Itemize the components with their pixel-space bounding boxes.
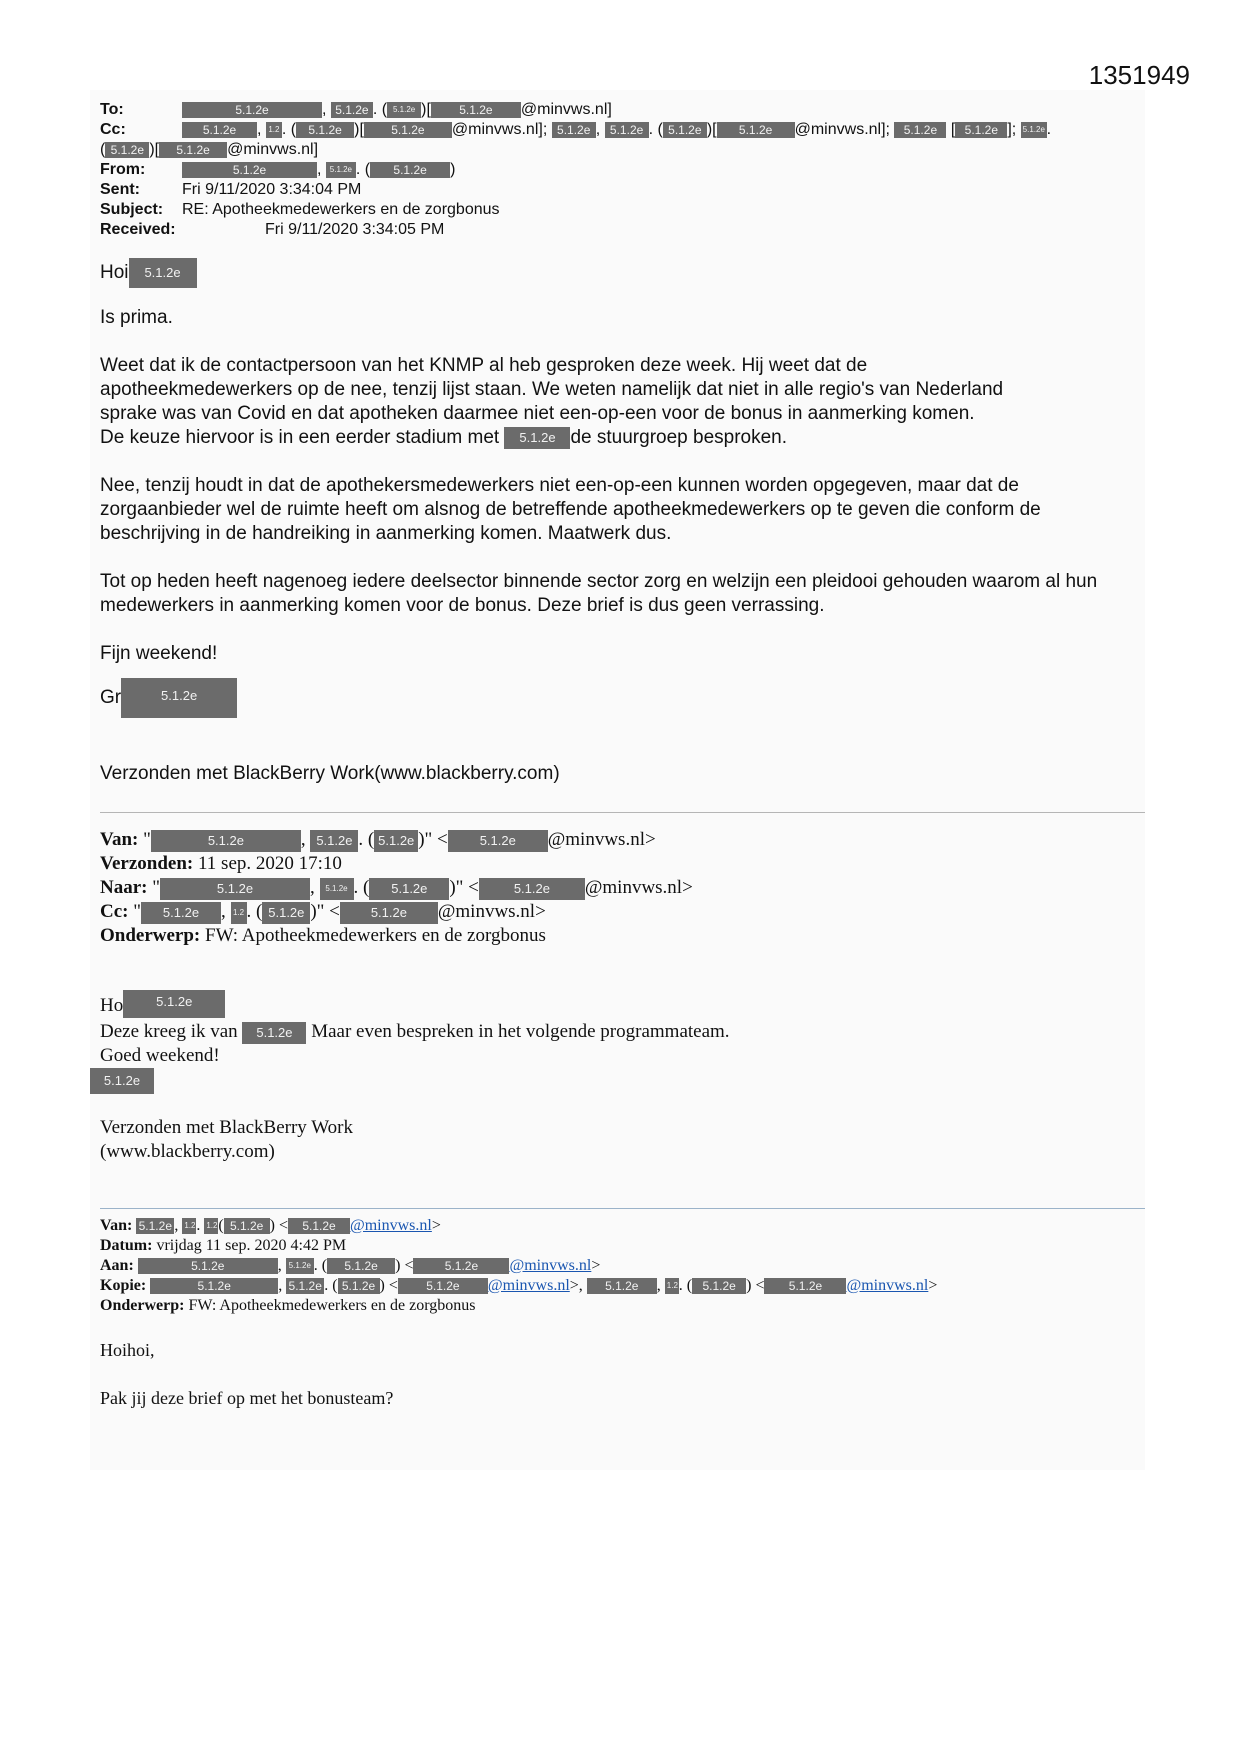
redaction: 1.2 — [665, 1278, 679, 1294]
naar-label: Naar: — [100, 877, 148, 898]
redaction: 5.1.2e — [296, 122, 354, 138]
email-link[interactable]: @minvws.nl — [846, 1277, 929, 1294]
redaction: 5.1.2e — [90, 1068, 154, 1094]
body-line-2b: Goed weekend! — [100, 1045, 220, 1066]
received-value: Fri 9/11/2020 3:34:05 PM — [265, 221, 445, 238]
cc-row-2: Cc: " 5.1.2e , 1.2 . ( 5.1.2e )" < 5.1.2e @minvws.nl> — [100, 901, 546, 922]
email-domain: @minvws.nl — [584, 877, 683, 898]
redaction: 5.1.2e — [160, 878, 310, 900]
paragraph-4: Tot op heden heeft nagenoeg iedere deelsector binnende sector zorg en welzijn een pleidooi gehouden waarom al hun medewerkers in aanmerking komen voor de bonus. Deze brief is dus geen verrassing. — [100, 571, 1098, 616]
redaction: 5.1.2e — [320, 878, 354, 900]
kopie-label: Kopie: — [100, 1277, 147, 1294]
redaction: 5.1.2e — [764, 1278, 846, 1294]
from-label: From: — [100, 161, 146, 178]
redaction: 5.1.2e — [310, 830, 358, 852]
redaction: 5.1.2e — [121, 678, 237, 718]
redaction: 1.2 — [266, 122, 282, 138]
body-line-3: Pak jij deze brief op met het bonusteam? — [100, 1388, 394, 1408]
datum-label: Datum: — [100, 1237, 153, 1254]
footer: Verzonden met BlackBerry Work(www.blackberry.com) — [100, 763, 560, 784]
onderwerp-value: FW: Apotheekmedewerkers en de zorgbonus — [188, 1297, 476, 1314]
email-domain: @minvws.nl — [451, 121, 539, 138]
redaction: 5.1.2e — [374, 830, 418, 852]
redaction: 5.1.2e — [1021, 122, 1047, 138]
redaction: 1.2 — [204, 1218, 218, 1234]
redaction: 5.1.2e — [262, 902, 310, 924]
sign-off: Gr — [100, 687, 122, 709]
document-id: 1351949 — [1088, 60, 1190, 90]
email-domain: @minvws.nl — [794, 121, 882, 138]
redaction: 1.2 — [231, 902, 247, 924]
cc-row-continued: ( 5.1.2e )[ 5.1.2e @minvws.nl] — [100, 141, 319, 158]
cc-row: Cc: 5.1.2e , 1.2 . ( 5.1.2e )[ 5.1.2e @minvws.nl]; 5.1.2e , 5.1.2e . ( 5.1.2e )[ 5.1.2e @minvws.nl]; 5.1.2e [ 5.1.2e ]; 5.1.2e . — [100, 121, 1052, 138]
redaction: 5.1.2e — [224, 1218, 270, 1234]
signature-redaction — [90, 1068, 154, 1094]
sent-label: Sent: — [100, 181, 140, 198]
separator — [100, 1208, 1145, 1209]
redaction: 5.1.2e — [692, 1278, 746, 1294]
kopie-row: Kopie: 5.1.2e , 5.1.2e . ( 5.1.2e ) < 5.1.2e @minvws.nl>, 5.1.2e , 1.2. ( 5.1.2e ) < 5.1.2e @minvws.nl> — [100, 1277, 938, 1294]
redaction: 5.1.2e — [288, 1218, 350, 1234]
footer-2-line2: (www.blackberry.com) — [100, 1141, 275, 1162]
signature-line — [100, 678, 1140, 718]
redaction: 5.1.2e — [150, 1278, 278, 1294]
email-domain: @minvws.nl — [227, 141, 314, 158]
redaction: 5.1.2e — [448, 830, 548, 852]
paragraph-2 — [100, 354, 1140, 450]
paragraph-5: Fijn weekend! — [100, 643, 218, 664]
redaction: 5.1.2e — [504, 427, 570, 449]
redaction: 5.1.2e — [479, 878, 585, 900]
redaction: 5.1.2e — [159, 142, 227, 158]
body-line-2 — [100, 1020, 730, 1044]
redaction: 5.1.2e — [955, 122, 1007, 138]
greeting-3: Hoihoi, — [100, 1340, 155, 1360]
body-text: Maar even bespreken in het volgende programmateam. — [311, 1021, 730, 1042]
email-domain: @minvws.nl — [437, 901, 536, 922]
sent-row — [100, 180, 361, 200]
onderwerp-row-3 — [100, 1296, 475, 1316]
redaction: 5.1.2e — [431, 102, 521, 118]
redaction: 5.1.2e — [123, 990, 225, 1018]
redaction: 5.1.2e — [605, 122, 649, 138]
redaction: 5.1.2e — [717, 122, 795, 138]
footer-2-line1: Verzonden met BlackBerry Work — [100, 1117, 353, 1138]
verzonden-value: 11 sep. 2020 17:10 — [198, 853, 342, 874]
onderwerp-label: Onderwerp: — [100, 1297, 185, 1314]
redaction: 5.1.2e — [387, 102, 421, 118]
redaction: 5.1.2e — [894, 122, 946, 138]
separator — [100, 812, 1145, 813]
redaction: 5.1.2e — [182, 122, 257, 138]
onderwerp-row — [100, 924, 546, 948]
paragraph-2-line: sprake was van Covid en dat apotheken daarmee niet een-op-een voor de bonus in aanmerking komen. — [100, 403, 975, 424]
greeting: Ho — [100, 995, 124, 1016]
email-link[interactable]: @minvws.nl — [509, 1257, 592, 1274]
to-row: To: 5.1.2e , 5.1.2e . ( 5.1.2e )[ 5.1.2e @minvws.nl] — [100, 101, 612, 118]
greeting-line — [100, 258, 1140, 288]
received-label: Received: — [100, 221, 176, 238]
subject-label: Subject: — [100, 201, 164, 218]
from-row: From: 5.1.2e , 5.1.2e . ( 5.1.2e ) — [100, 161, 456, 178]
subject-value: RE: Apotheekmedewerkers en de zorgbonus — [182, 201, 500, 218]
paragraph-2-line — [100, 426, 1140, 450]
cc-label: Cc: — [100, 121, 126, 138]
redaction: 5.1.2e — [369, 878, 449, 900]
subject-row — [100, 200, 500, 220]
redaction: 5.1.2e — [286, 1278, 324, 1294]
greeting: Hoi — [100, 262, 129, 284]
paragraph-2-line: Weet dat ik de contactpersoon van het KNMP al heb gesproken deze week. Hij weet dat de — [100, 355, 868, 376]
paragraph-2-line: apotheekmedewerkers op de nee, tenzij lijst staan. We weten namelijk dat niet in alle regio's van Nederland — [100, 379, 1004, 400]
aan-row: Aan: 5.1.2e , 5.1.2e . ( 5.1.2e ) < 5.1.2e @minvws.nl> — [100, 1257, 601, 1274]
redaction: 5.1.2e — [663, 122, 707, 138]
redaction: 5.1.2e — [129, 258, 197, 288]
redaction: 5.1.2e — [182, 162, 317, 178]
body-text: Deze kreeg ik van — [100, 1021, 238, 1042]
redaction: 5.1.2e — [413, 1258, 509, 1274]
redaction: 5.1.2e — [182, 102, 322, 118]
redaction: 5.1.2e — [331, 102, 373, 118]
van-label: Van: — [100, 1217, 133, 1234]
aan-label: Aan: — [100, 1257, 134, 1274]
email-domain: @minvws.nl — [520, 101, 608, 118]
email-domain: @minvws.nl — [547, 829, 645, 850]
redaction: 5.1.2e — [151, 830, 301, 852]
datum-value: vrijdag 11 sep. 2020 4:42 PM — [156, 1237, 347, 1254]
onderwerp-value: FW: Apotheekmedewerkers en de zorgbonus — [205, 925, 546, 946]
onderwerp-label: Onderwerp: — [100, 925, 201, 946]
van-row-3: Van: 5.1.2e , 1.2. 1.2( 5.1.2e ) < 5.1.2e @minvws.nl> — [100, 1217, 441, 1234]
redaction: 5.1.2e — [326, 162, 356, 178]
redaction: 5.1.2e — [136, 1218, 174, 1234]
redaction: 5.1.2e — [398, 1278, 488, 1294]
redaction: 5.1.2e — [587, 1278, 657, 1294]
received-row — [100, 220, 444, 240]
redaction: 5.1.2e — [364, 122, 452, 138]
datum-row — [100, 1236, 346, 1256]
van-label: Van: — [100, 829, 139, 850]
paragraph-3: Nee, tenzij houdt in dat de apothekersmedewerkers niet een-op-een kunnen worden opgegeven, maar dat de zorgaanbieder wel de ruimte heeft om alsnog de betreffende apotheekmedewerkers op te geven die conform de beschrijving in de handreiking in aanmerking komen. Maatwerk dus. — [100, 475, 1041, 544]
redaction: 5.1.2e — [338, 1278, 380, 1294]
sent-value: Fri 9/11/2020 3:34:04 PM — [182, 181, 362, 198]
redaction: 5.1.2e — [105, 142, 149, 158]
redaction: 5.1.2e — [141, 902, 221, 924]
email-link[interactable]: @minvws.nl — [350, 1217, 432, 1234]
redaction: 5.1.2e — [370, 162, 450, 178]
redaction: 5.1.2e — [552, 122, 596, 138]
verzonden-label: Verzonden: — [100, 853, 194, 874]
email-link[interactable]: @minvws.nl — [487, 1277, 570, 1294]
to-label: To: — [100, 101, 124, 118]
cc-label: Cc: — [100, 901, 129, 922]
paragraph-2-text: de stuurgroep besproken. — [570, 427, 788, 448]
redaction: 5.1.2e — [340, 902, 438, 924]
naar-row: Naar: " 5.1.2e , 5.1.2e . ( 5.1.2e )" < 5.1.2e @minvws.nl> — [100, 877, 693, 898]
redaction: 5.1.2e — [327, 1258, 395, 1274]
redaction: 5.1.2e — [138, 1258, 278, 1274]
paragraph-1: Is prima. — [100, 307, 173, 328]
redaction: 1.2 — [182, 1218, 196, 1234]
verzonden-row — [100, 852, 342, 876]
redaction: 5.1.2e — [242, 1022, 306, 1044]
paragraph-2-text: De keuze hiervoor is in een eerder stadium met — [100, 427, 500, 448]
van-row: Van: " 5.1.2e , 5.1.2e . ( 5.1.2e )" < 5.1.2e @minvws.nl> — [100, 829, 656, 850]
greeting-line-2 — [100, 990, 225, 1018]
redaction: 5.1.2e — [286, 1258, 314, 1274]
